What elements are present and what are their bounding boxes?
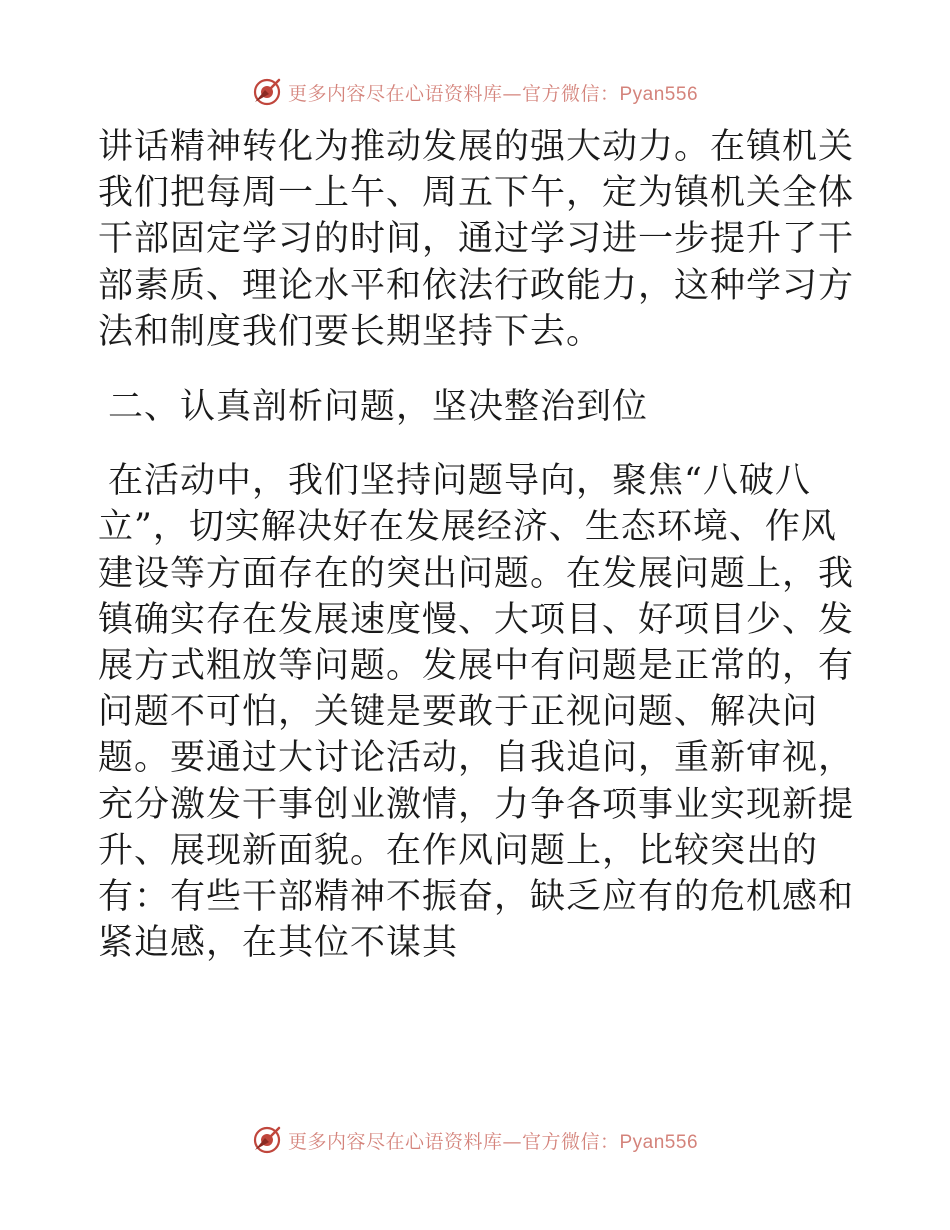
banner-text: 更多内容尽在心语资料库—官方微信：Pyan556 (287, 1130, 699, 1153)
section-heading: 二、认真剖析问题，坚决整治到位 (108, 387, 649, 428)
banner-text: 更多内容尽在心语资料库—官方微信：Pyan556 (287, 82, 699, 105)
document-body (98, 124, 858, 966)
header-banner (0, 72, 950, 112)
brush-logo-icon (252, 1125, 282, 1155)
wechat-id: Pyan556 (619, 83, 699, 105)
wechat-id: Pyan556 (619, 1131, 699, 1153)
footer-banner (0, 1120, 950, 1160)
paragraph-1: 讲话精神转化为推动发展的强大动力。在镇机关我们把每周一上午、周五下午，定为镇机关全体干部固定学习的时间，通过学习进一步提升了干部素质、理论水平和依法行政能力，这种学习方法和制度我们要长期坚持下去。 (98, 127, 855, 352)
brush-logo-icon (252, 77, 282, 107)
paragraph-2: 在活动中，我们坚持问题导向，聚焦“八破八立”，切实解决好在发展经济、生态环境、作风建设等方面存在的突出问题。在发展问题上，我镇确实存在发展速度慢、大项目、好项目少、发展方式粗放等问题。发展中有问题是正常的，有问题不可怕，关键是要敢于正视问题、解决问题。要通过大讨论活动，自我追问，重新审视，充分激发干事创业激情，力争各项事业实现新提升、展现新面貌。在作风问题上，比较突出的有：有些干部精神不振奋，缺乏应有的危机感和紧迫感，在其位不谋其 (98, 461, 855, 964)
